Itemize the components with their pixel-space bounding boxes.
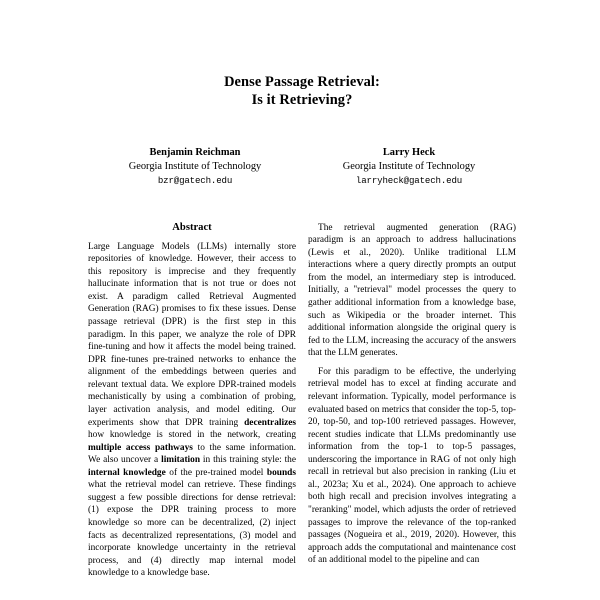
abstract-segment: how knowledge is stored in the network, creating <box>88 430 296 441</box>
author-name: Larry Heck <box>382 147 436 159</box>
abstract-heading: Abstract <box>172 221 212 233</box>
column-right <box>308 222 516 567</box>
abstract-segment: Large Language Models (LLMs) internally store repositories of knowledge. However, their access to this repository is imprecise and they frequently hallucinate information that is not true or does not exist. A paradigm called Retrieval Augmented Generation (RAG) promises to fix these issues. Dense passage retrieval (DPR) is the first step in this paradigm. In this paper, we analyze the role of DPR fine-tuning and how it affects the model being trained. DPR fine-tunes pre-trained networks to enhance the alignment of the embeddings between queries and relevant textual data. We explore DPR-trained models mechanistically by using a combination of probing, layer activation analysis, and model editing. Our experiments show that DPR training <box>88 241 296 428</box>
column-left <box>88 222 296 580</box>
abstract-segment: in this training style: the <box>200 455 296 466</box>
title-line-2: Is it Retrieving? <box>251 92 353 109</box>
author-email[interactable]: bzr@gatech.edu <box>157 175 233 187</box>
author-entry <box>302 147 516 187</box>
abstract-bold-limitation: limitation <box>161 455 201 466</box>
body-paragraph: For this paradigm to be effective, the underlying retrieval model has to excel at finding accurate and relevant information. Typically, model performance is evaluated based on metrics that consider the top-5, top-20, top-50, and top-100 retrieved passages. However, recent studies indicate that LLMs predominantly use information from the top-1 to top-5 passages, underscoring the importance in RAG of not only high recall in retrieval but also precision in ranking (Liu et al., 2023a; Xu et al., 2024). One approach to achieve both high recall and precision involves integrating a "reranking" model, which adjusts the order of retrieved passages to improve the relevance of the top-ranked passages (Nogueira et al., 2019, 2020). However, this approach adds the computational and maintenance cost of an additional model to the pipeline and can <box>308 366 516 566</box>
abstract-bold-internal-knowledge: internal knowledge <box>88 467 166 478</box>
author-email[interactable]: larryheck@gatech.edu <box>355 175 463 187</box>
two-column-body <box>88 222 516 580</box>
author-entry <box>88 147 302 187</box>
abstract-bold-bounds: bounds <box>266 467 297 478</box>
abstract-text <box>88 241 296 580</box>
author-affiliation: Georgia Institute of Technology <box>128 160 262 172</box>
author-block <box>88 147 516 187</box>
abstract-segment: what the retrieval model can retrieve. These findings suggest a few possible directions for dense retrieval: (1) expose the DPR training process to more knowledge so more can be decentralized, (2) inject facts as decentralized representations, (3) model and incorporate knowledge uncertainty in the retrieval process, and (4) directly map internal model knowledge to a knowledge base. <box>88 480 296 579</box>
abstract-segment: of the pre-trained model <box>165 467 267 478</box>
body-paragraph: The retrieval augmented generation (RAG) paradigm is an approach to address hallucinations (Lewis et al., 2020). Unlike traditional LLM interactions where a query directly prompts an output from the model, an intermediary step is introduced. Initially, a "retrieval" model processes the query to gather additional information from a knowledge base, such as Wikipedia or the broader internet. This additional information alongside the original query is fed to the LLM, increasing the accuracy of the answers that the LLM generates. <box>308 222 516 359</box>
title-line-1: Dense Passage Retrieval: <box>224 73 380 90</box>
abstract-segment: to the same information. We also uncover a <box>88 442 296 466</box>
author-affiliation: Georgia Institute of Technology <box>342 160 476 172</box>
author-name: Benjamin Reichman <box>149 147 241 159</box>
title-block <box>88 0 516 110</box>
abstract-bold-pathways: multiple access pathways <box>88 442 193 453</box>
abstract-bold-decentralizes: decentralizes <box>244 417 296 428</box>
page-title <box>88 73 516 110</box>
